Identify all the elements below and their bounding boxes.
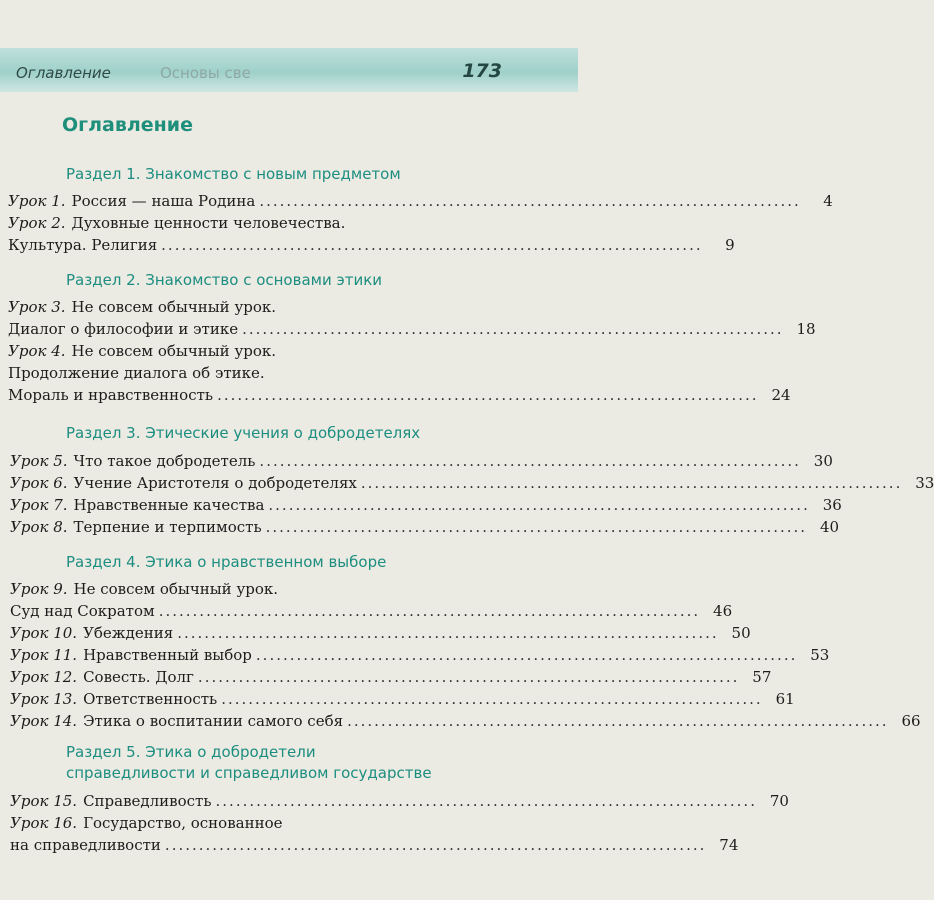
- lesson-title: Государство, основанное: [83, 814, 283, 832]
- lesson-title: Мораль и нравственность: [8, 386, 214, 404]
- leader-dots: ................................................................................: [161, 236, 703, 254]
- lesson-title: Нравственные качества: [73, 496, 265, 514]
- page-ref: 9: [725, 236, 735, 254]
- leader-dots: ................................................................................: [177, 624, 719, 642]
- leader-dots: ................................................................................: [221, 690, 763, 708]
- lesson-title: Духовные ценности человечества.: [71, 214, 346, 232]
- toc-entry: [10, 494, 842, 516]
- section-title: справедливости и справедливом государстве: [66, 764, 432, 782]
- toc-entry: [8, 190, 833, 212]
- toc-entry: [10, 472, 934, 494]
- lesson-title: Терпение и терпимость: [73, 518, 262, 536]
- page-ref: 53: [810, 646, 830, 664]
- leader-dots: ................................................................................: [215, 792, 757, 810]
- leader-dots: ................................................................................: [259, 452, 801, 470]
- toc-entry: [8, 362, 522, 384]
- leader-dots: ................................................................................: [242, 320, 784, 338]
- toc-entry: [10, 666, 772, 688]
- page-ref: 57: [752, 668, 772, 686]
- page-title: Оглавление: [62, 114, 193, 136]
- leader-dots: ................................................................................: [164, 836, 707, 854]
- leader-dots: ................................................................................: [360, 474, 903, 492]
- section-title: Раздел 5. Этика о добродетели: [66, 743, 316, 761]
- section-title: Раздел 3. Этические учения о добродетелях: [66, 424, 421, 442]
- lesson-number: Урок 4.: [8, 342, 66, 360]
- lesson-title: Убеждения: [83, 624, 174, 642]
- lesson-title: Этика о воспитании самого себя: [83, 712, 344, 730]
- toc-entry: [10, 834, 739, 856]
- page-ref: 36: [822, 496, 842, 514]
- page-ref: 70: [769, 792, 789, 810]
- toc-entry: [8, 384, 791, 406]
- lesson-title: Россия — наша Родина: [71, 192, 256, 210]
- lesson-title: Учение Аристотеля о добродетелях: [73, 474, 357, 492]
- toc-entry: [10, 578, 526, 600]
- running-header-title: Оглавление: [16, 64, 111, 82]
- toc-entry: [10, 622, 751, 644]
- page-ref: 4: [823, 192, 833, 210]
- page-ref: 18: [796, 320, 816, 338]
- leader-dots: ................................................................................: [255, 646, 798, 664]
- lesson-number: Урок 3.: [8, 298, 66, 316]
- toc-entry: [8, 212, 522, 234]
- toc-entry: [10, 812, 526, 834]
- lesson-title: Справедливость: [83, 792, 212, 810]
- toc-section: [0, 270, 816, 404]
- toc-entry: [10, 710, 921, 732]
- lesson-number: Урок 16.: [10, 814, 78, 832]
- page-ref: 61: [775, 690, 795, 708]
- toc-entry: [10, 644, 830, 666]
- lesson-title: Что такое добродетель: [73, 452, 256, 470]
- lesson-number: Урок 7.: [10, 496, 68, 514]
- lesson-title: Совесть. Долг: [83, 668, 194, 686]
- lesson-number: Урок 5.: [10, 452, 68, 470]
- leader-dots: ................................................................................: [217, 386, 759, 404]
- section-title: Раздел 2. Знакомство с основами этики: [66, 271, 383, 289]
- section-title: Раздел 1. Знакомство с новым предметом: [66, 165, 401, 183]
- section-title: Раздел 4. Этика о нравственном выборе: [66, 553, 387, 571]
- lesson-number: Урок 11.: [10, 646, 78, 664]
- leader-dots: ................................................................................: [268, 496, 810, 514]
- toc-entry: [8, 318, 816, 340]
- leader-dots: ................................................................................: [197, 668, 740, 686]
- lesson-number: Урок 1.: [8, 192, 66, 210]
- lesson-title: Ответственность: [83, 690, 218, 708]
- toc-entry: [8, 340, 522, 362]
- lesson-title: Нравственный выбор: [83, 646, 252, 664]
- page-ref: 50: [731, 624, 751, 642]
- lesson-number: Урок 12.: [10, 668, 78, 686]
- page-ref: 46: [713, 602, 733, 620]
- leader-dots: ................................................................................: [347, 712, 889, 730]
- toc-section: [0, 164, 833, 254]
- lesson-title: Не совсем обычный урок.: [71, 342, 277, 360]
- toc-section: [0, 552, 921, 730]
- lesson-number: Урок 9.: [10, 580, 68, 598]
- toc-section: [0, 423, 934, 536]
- lesson-title: на справедливости: [10, 836, 161, 854]
- page-ref: 33: [915, 474, 934, 492]
- page-ref: 24: [771, 386, 791, 404]
- toc-entry: [10, 688, 795, 710]
- lesson-number: Урок 13.: [10, 690, 78, 708]
- lesson-title: Культура. Религия: [8, 236, 158, 254]
- running-header-bleed-text: Основы све: [160, 64, 251, 82]
- page-ref: 74: [719, 836, 739, 854]
- toc-section: [0, 742, 789, 854]
- leader-dots: ................................................................................: [158, 602, 701, 620]
- page-ref: 40: [819, 518, 840, 536]
- toc-entry: [10, 516, 840, 538]
- lesson-number: Урок 2.: [8, 214, 66, 232]
- lesson-number: Урок 6.: [10, 474, 68, 492]
- lesson-number: Урок 8.: [10, 518, 68, 536]
- lesson-title: Не совсем обычный урок.: [71, 298, 277, 316]
- page-ref: 30: [813, 452, 833, 470]
- lesson-number: Урок 10.: [10, 624, 78, 642]
- lesson-title: Продолжение диалога об этике.: [8, 364, 265, 382]
- leader-dots: ................................................................................: [259, 192, 801, 210]
- toc-entry: [10, 790, 789, 812]
- toc-entry: [10, 450, 833, 472]
- toc-entry: [8, 296, 522, 318]
- lesson-title: Суд над Сократом: [10, 602, 155, 620]
- leader-dots: ................................................................................: [265, 518, 808, 536]
- lesson-title: Не совсем обычный урок.: [73, 580, 279, 598]
- page-ref: 66: [901, 712, 921, 730]
- lesson-title: Диалог о философии и этике: [8, 320, 239, 338]
- toc-entry: [10, 600, 733, 622]
- lesson-number: Урок 15.: [10, 792, 78, 810]
- toc-entry: [8, 234, 735, 256]
- lesson-number: Урок 14.: [10, 712, 78, 730]
- page-number: 173: [462, 60, 502, 82]
